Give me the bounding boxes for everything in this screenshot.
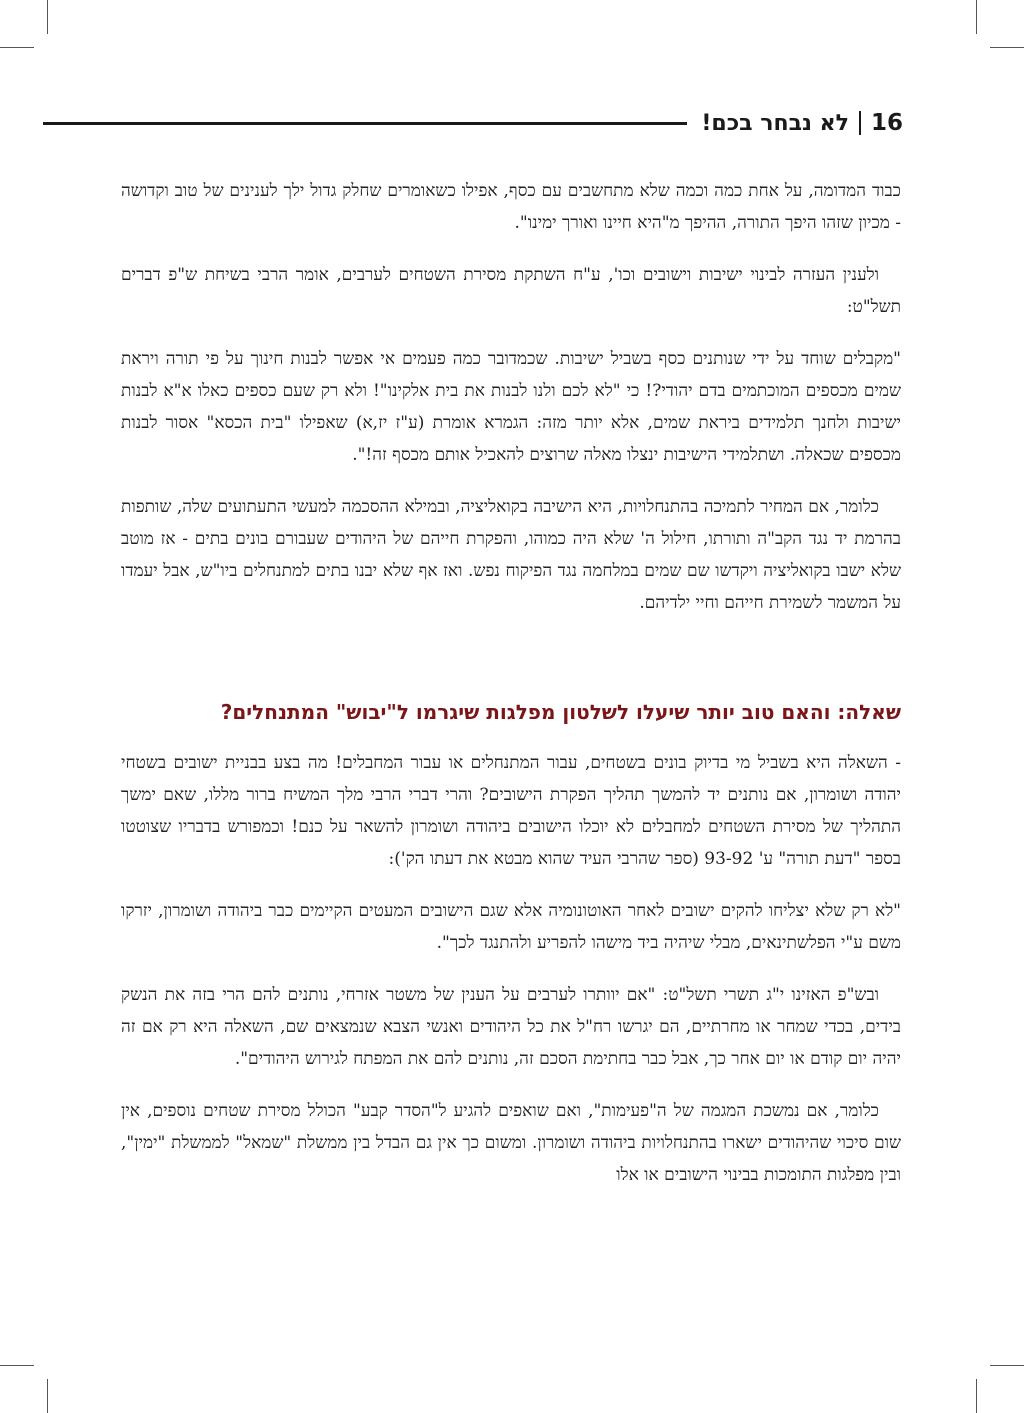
crop-mark — [990, 47, 1024, 48]
paragraph: כלומר, אם נמשכת המגמה של ה"פעימות", ואם שואפים להגיע ל"הסדר קבע" הכולל מסירת שטחים נוספים, אין שום סיכוי שהיהודים ישארו בהתנחלויות ביהודה ושומרון. ומשום כך אין גם הבדל בין ממשלת "שמאל" לממשלת "ימין", ובין מפלגות התומכות בבינוי הישובים או אלו — [121, 1101, 901, 1185]
paragraph: כלומר, אם המחיר לתמיכה בהתנחלויות, היא הישיבה בקואליציה, ובמילא ההסכמה למעשי התעתועים שלה, שותפות בהרמת יד נגד הקב"ה ותורתו, חילול ה' שלא היה כמוהו, והפקרת חייהם של היהודים שעבורם בונים בתים - אז מוטב שלא ישבו בקואליציה ויקדשו שם שמים במלחמה נגד הפיקוח נפש. ואז אף שלא יבנו בתים למתנחלים ביו"ש, אבל יעמדו על המשמר לשמירת חייהם וחיי ילדיהם. — [121, 497, 901, 613]
paragraph: ובש"פ האזינו י"ג תשרי תשל"ט: "אם יוותרו לערבים על הענין של משטר אזרחי, נותנים להם הרי בזה את הנשק בידים, בכדי שמחר או מחרתיים, הם יגרשו רח"ל את כל היהודים ואנשי הצבא שנמצאים שם, השאלה היא רק אם זה יהיה יום קודם או יום אחר כך, אבל כבר בחתימת הסכם זה, נותנים להם את המפתח לגירוש היהודים". — [121, 985, 901, 1069]
question-heading: שאלה: והאם טוב יותר שיעלו לשלטון מפלגות שיגרמו ל"יבוש" המתנחלים? — [220, 700, 901, 724]
crop-mark — [47, 1379, 48, 1413]
section-gap — [121, 639, 901, 697]
paragraph: כבוד המדומה, על אחת כמה וכמה שלא מתחשבים עם כסף, אפילו כשאומרים שחלק גדול ילך לענינים של טוב וקדושה - מכיון שזהו היפך התורה, ההיפך מ"היא חיינו ואורך ימינו". — [121, 181, 901, 233]
page-number: 16 — [870, 110, 903, 136]
running-header — [43, 103, 903, 143]
crop-mark — [990, 1365, 1024, 1366]
paragraph: ולענין העזרה לבינוי ישיבות וישובים וכו', ע"ח השתקת מסירת השטחים לערבים, אומר הרבי בשיחת ש"פ דברים תשל"ט: — [121, 265, 901, 317]
quote-paragraph: "מקבלים שוחד על ידי שנותנים כסף בשביל ישיבות. שכמדובר כמה פעמים אי אפשר לבנות חינוך על פי תורה ויראת שמים מכספים המוכתמים בדם יהודי?! כי "לא לכם ולנו לבנות את בית אלקינו"! ולא רק שעם כספים כאלו א"א לבנות ישיבות ולחנך תלמידים ביראת שמים, אלא יותר מזה: הגמרא אומרת (ע"ז יז,א) שאפילו "בית הכסא" אסור לבנות מכספים שכאלה. ושתלמידי הישיבות ינצלו מאלה שרוצים להאכיל אותם מכסף זה!". — [121, 349, 901, 465]
crop-mark — [0, 47, 34, 48]
crop-mark — [47, 0, 48, 34]
quote-paragraph: "לא רק שלא יצליחו להקים ישובים לאחר האוטונומיה אלא שגם הישובים המעטים הקיימים כבר ביהודה ושומרון, יזרקו משם ע"י הפלשתינאים, מבלי שיהיה ביד מישהו להפריע ולהתנגד לכך". — [121, 901, 901, 953]
paragraph: - השאלה היא בשביל מי בדיוק בונים בשטחים, עבור המתנחלים או עבור המחבלים! מה בצע בבניית ישובים בשטחי יהודה ושומרון, אם נותנים יד להמשך תהליך הפקרת הישובים? והרי דברי הרבי מלך המשיח ברור מללו, שאם ימשך התהליך של מסירת השטחים למחבלים לא יוכלו הישובים ביהודה ושומרון להשאר על כנם! וכמפורש בדבריו שצוטטו בספר "דעת תורה" ע' 93-92 (ספר שהרבי העיד שהוא מבטא את דעתו הק'): — [121, 753, 901, 869]
crop-mark — [976, 0, 977, 34]
crop-mark — [0, 1365, 34, 1366]
crop-mark — [976, 1379, 977, 1413]
header-rule — [43, 122, 687, 125]
header-separator — [859, 111, 861, 135]
book-title: לא נבחר בכם! — [701, 110, 849, 136]
page-body — [121, 175, 901, 1211]
